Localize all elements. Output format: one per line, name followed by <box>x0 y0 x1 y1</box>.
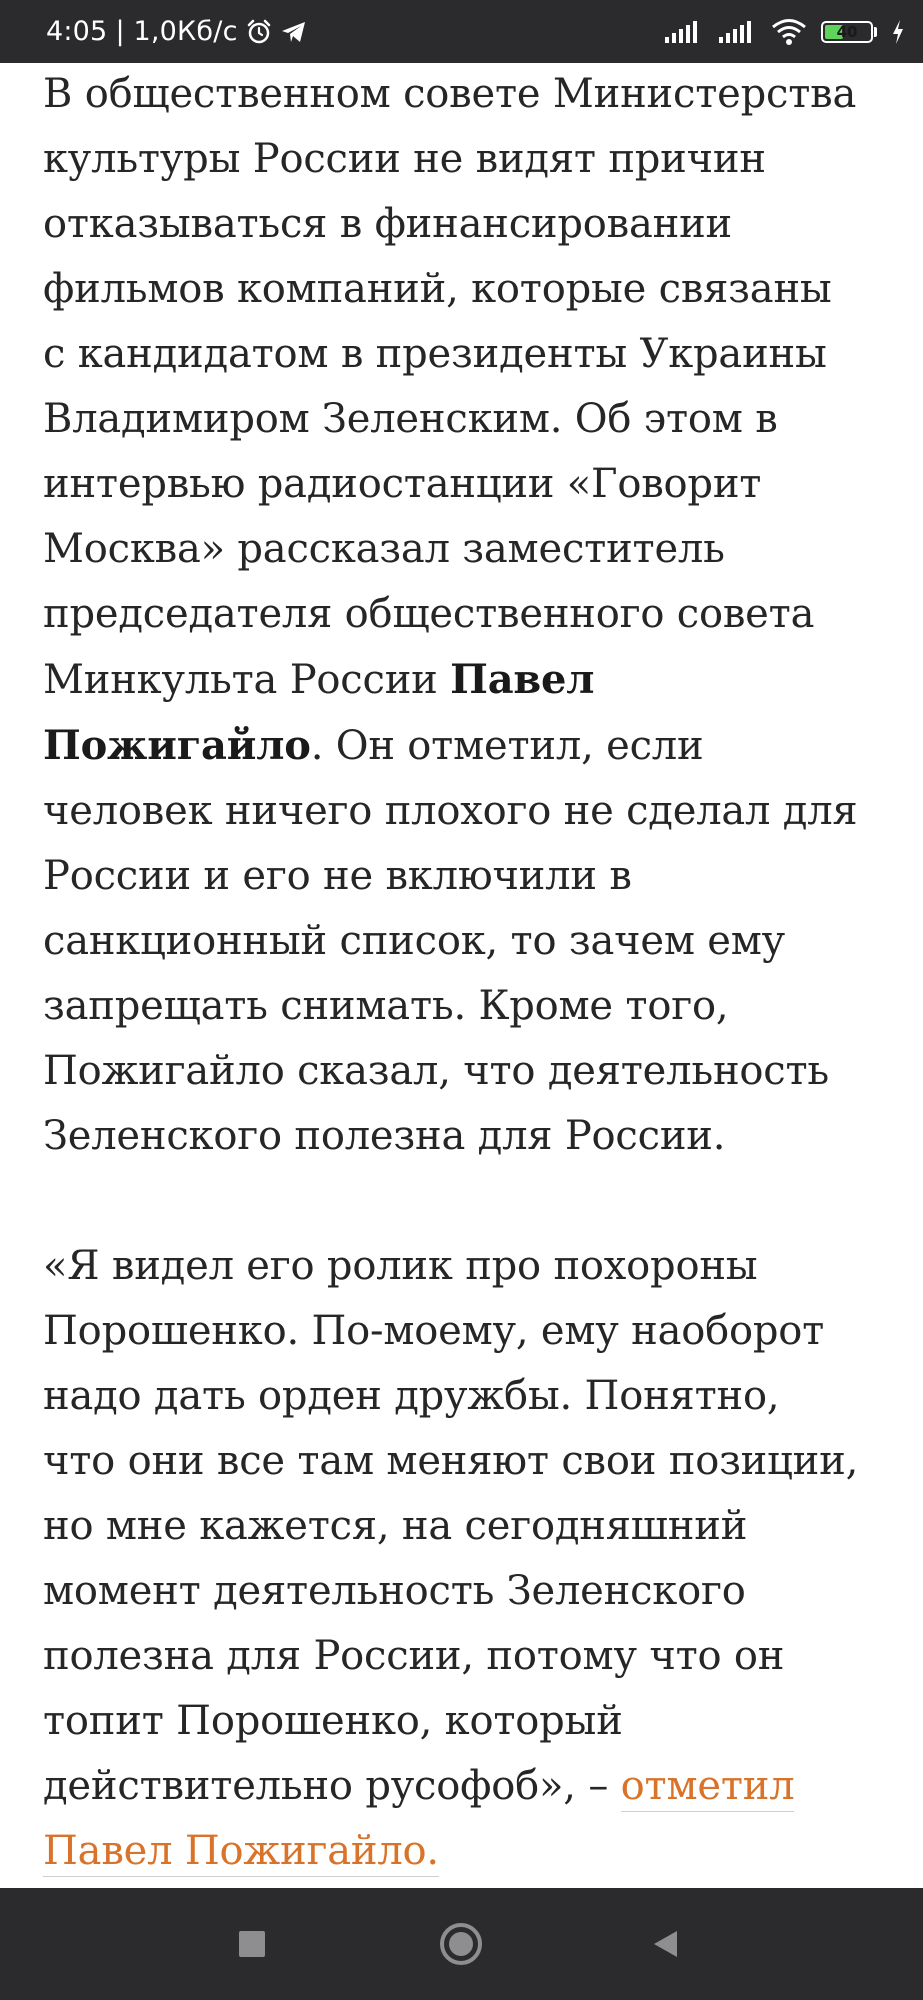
source-link[interactable]: отметил Павел Пожигайло. <box>43 1763 794 1877</box>
battery-tip <box>874 27 877 37</box>
signal-icon <box>663 19 703 45</box>
status-bar <box>0 0 923 63</box>
status-left <box>46 0 308 63</box>
alarm-icon <box>246 19 272 45</box>
status-right <box>663 0 905 63</box>
paragraph-spacer <box>43 1169 863 1234</box>
person-name-bold: Павел Пожигайло <box>43 656 595 769</box>
quote-paragraph <box>43 1234 863 1884</box>
charging-icon <box>891 19 905 45</box>
telegram-icon <box>280 19 308 45</box>
navigation-bar <box>0 1888 923 2000</box>
recents-square-icon <box>237 1929 267 1959</box>
back-triangle-icon <box>650 1928 682 1960</box>
quote-text: «Я видел его ролик про похороны Порошенко. По-моему, ему наоборот надо дать орден дружбы. Понятно, что они все там меняют свои позиции, но мне кажется, на сегодняшний момент деятельность Зеленского полезна для России, потому что он топит Порошенко, который действительно русофоб», – <box>43 1243 859 1809</box>
signal-icon <box>717 19 757 45</box>
paragraph-text: . Он отметил, если человек ничего плохого не сделал для России и его не включили в санкционный список, то зачем ему запрещать снимать. Кроме того, Пожигайло сказал, что деятельность Зеленского полезна для России. <box>43 723 858 1159</box>
home-circle-icon <box>438 1921 484 1967</box>
battery-icon <box>821 21 877 43</box>
status-network-speed: | 1,0Кб/с <box>115 16 238 47</box>
recents-button[interactable] <box>192 1888 312 2000</box>
status-time: 4:05 <box>46 16 108 47</box>
back-button[interactable] <box>606 1888 726 2000</box>
battery-level: 40 <box>836 22 858 41</box>
article-paragraph <box>43 62 863 1169</box>
paragraph-text: В общественном совете Министерства культуры России не видят причин отказываться в финансировании фильмов компаний, которые связаны с кандидатом в президенты Украины Владимиром Зеленским. Об этом в интервью радиостанции «Говорит Москва» рассказал заместитель председателя общественного совета Минкульта России <box>43 71 857 703</box>
article-body <box>43 62 863 1884</box>
wifi-icon <box>771 18 807 46</box>
home-button[interactable] <box>401 1888 521 2000</box>
battery-body <box>821 21 873 43</box>
